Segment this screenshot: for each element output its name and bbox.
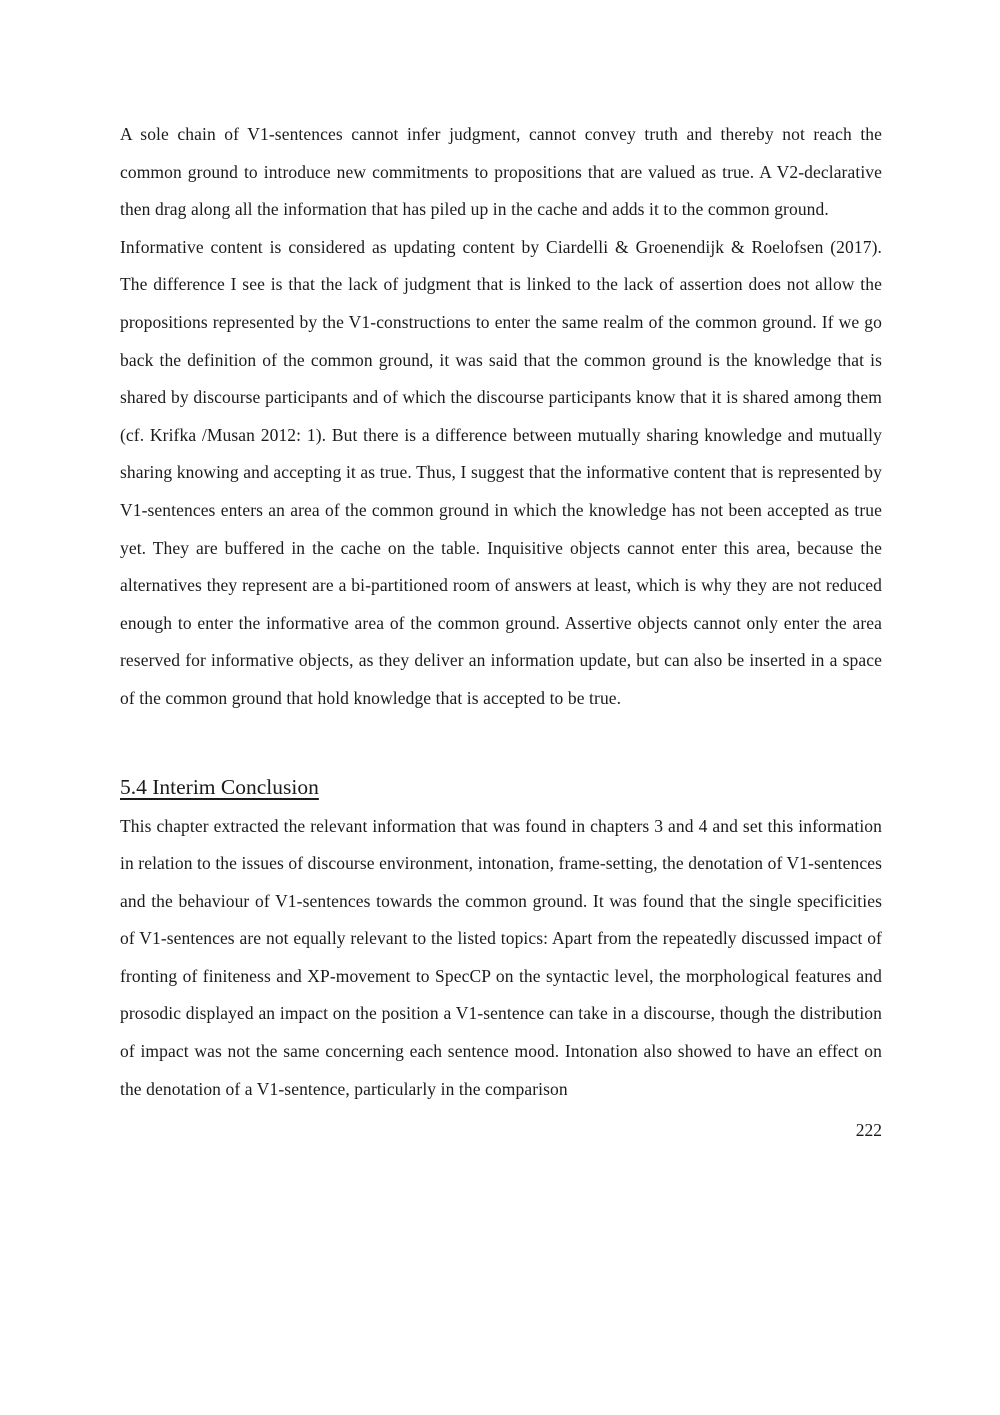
text-block bbox=[120, 116, 882, 1150]
paragraph-informative-content: Informative content is considered as updating content by Ciardelli & Groenendijk & Roelofsen (2017). The difference I see is that the lack of judgment that is linked to the lack of assertion does not allow the propositions represented by the V1-constructions to enter the same realm of the common ground. If we go back the definition of the common ground, it was said that the common ground is the knowledge that is shared by discourse participants and of which the discourse participants know that it is shared among them (cf. Krifka /Musan 2012: 1). But there is a difference between mutually sharing knowledge and mutually sharing knowing and accepting it as true. Thus, I suggest that the informative content that is represented by V1-sentences enters an area of the common ground in which the knowledge has not been accepted as true yet. They are buffered in the cache on the table. Inquisitive objects cannot enter this area, because the alternatives they represent are a bi-partitioned room of answers at least, which is why they are not reduced enough to enter the informative area of the common ground. Assertive objects cannot only enter the area reserved for informative objects, as they deliver an information update, but can also be inserted in a space of the common ground that hold knowledge that is accepted to be true. bbox=[120, 236, 882, 708]
paragraph-chapter-summary: This chapter extracted the relevant information that was found in chapters 3 and 4 and set this information in relation to the issues of discourse environment, intonation, frame-setting, the denotation of V1-sentences and the behaviour of V1-sentences towards the common ground. It was found that the single specificities of V1-sentences are not equally relevant to the listed topics: Apart from the repeatedly discussed impact of fronting of finiteness and XP-movement to SpecCP on the syntactic level, the morphological features and prosodic displayed an impact on the position a V1-sentence can take in a discourse, though the distribution of impact was not the same concerning each sentence mood. Intonation also showed to have an effect on the denotation of a V1-sentence, particularly in the comparison bbox=[120, 815, 882, 1099]
paragraph-v1-sentences-chain: A sole chain of V1-sentences cannot infer judgment, cannot convey truth and thereby not reach the common ground to introduce new commitments to propositions that are valued as true. A V2-declarative then drag along all the information that has piled up in the cache and adds it to the common ground. bbox=[120, 124, 882, 220]
section-heading-interim-conclusion: 5.4 Interim Conclusion bbox=[120, 774, 319, 799]
page-number: 222 bbox=[855, 1120, 882, 1141]
